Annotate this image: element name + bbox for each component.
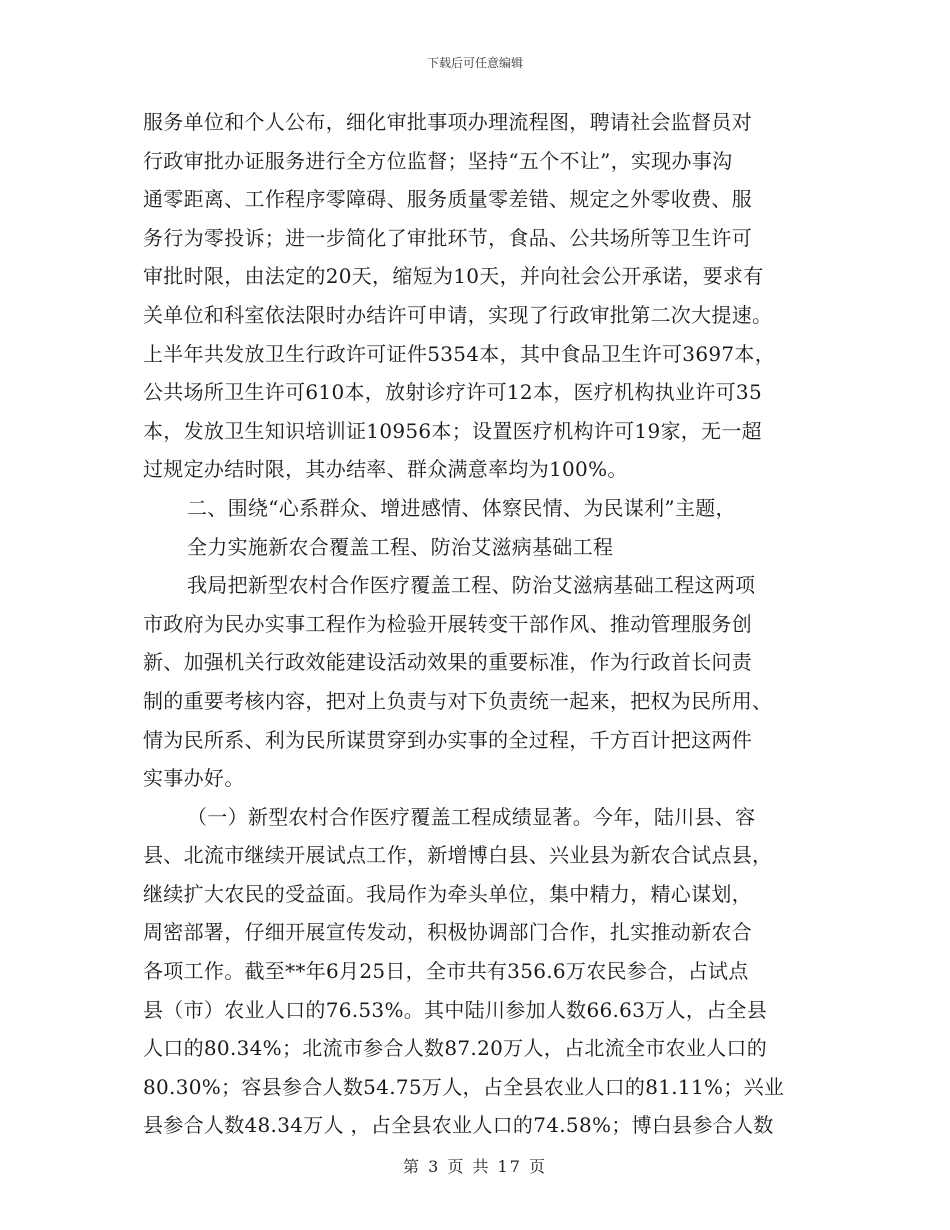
body-line: 实事办好。 (143, 766, 245, 791)
body-line: 市政府为民办实事工程作为检验开展转变干部作风、推动管理服务创 (143, 611, 752, 636)
body-line: 过规定办结时限，其办结率、群众满意率均为100%。 (143, 457, 628, 482)
page-footer: 第 3 页 共 17 页 (403, 1157, 547, 1176)
body-line: 80.30%；容县参合人数54.75万人，占全县农业人口的81.11%；兴业 (143, 1074, 785, 1099)
body-line: 县、北流市继续开展试点工作，新增博白县、兴业县为新农合试点县， (143, 843, 773, 868)
body-line: 审批时限，由法定的20天，缩短为10天，并向社会公开承诺，要求有 (143, 264, 764, 289)
body-line: 本，发放卫生知识培训证10956本；设置医疗机构许可19家，无一超 (143, 418, 762, 443)
body-line: 新、加强机关行政效能建设活动效果的重要标准，作为行政首长问责 (143, 650, 752, 675)
body-line: 继续扩大农民的受益面。我局作为牵头单位，集中精力，精心谋划， (143, 881, 752, 906)
page-header: 下载后可任意编辑 (426, 56, 523, 70)
body-line: 周密部署，仔细开展宣传发动，积极协调部门合作，扎实推动新农合 (143, 920, 752, 945)
body-line: 我局把新型农村合作医疗覆盖工程、防治艾滋病基础工程这两项 (187, 573, 756, 598)
body-line: 服务单位和个人公布，细化审批事项办理流程图，聘请社会监督员对 (143, 110, 752, 134)
body-line: 各项工作。截至**年6月25日，全市共有356.6万农民参合，占试点 (143, 959, 749, 984)
body-line: 全力实施新农合覆盖工程、防治艾滋病基础工程 (187, 534, 614, 559)
body-line: 通零距离、工作程序零障碍、服务质量零差错、规定之外零收费、服 (143, 187, 752, 212)
body-line: 上半年共发放卫生行政许可证件5354本，其中食品卫生许可3697本， (143, 341, 775, 366)
body-line: 公共场所卫生许可610本，放射诊疗许可12本，医疗机构执业许可35 (143, 380, 762, 405)
document-body (143, 103, 809, 1145)
body-line: 二、围绕“心系群众、增进感情、体察民情、为民谋利”主题， (187, 495, 736, 520)
body-line: 关单位和科室依法限时办结许可申请，实现了行政审批第二次大提速。 (143, 302, 773, 327)
body-line: 制的重要考核内容，把对上负责与对下负责统一起来，把权为民所用、 (143, 688, 773, 713)
body-line: 务行为零投诉；进一步简化了审批环节，食品、公共场所等卫生许可 (143, 225, 752, 250)
body-line: 人口的80.34%；北流市参合人数87.20万人，占北流全市农业人口的 (143, 1036, 768, 1061)
body-line: 情为民所系、利为民所谋贯穿到办实事的全过程，千方百计把这两件 (143, 727, 752, 752)
body-line: 县参合人数48.34万人 ，占全县农业人口的74.58%；博白县参合人数 (143, 1113, 774, 1138)
body-line: 县（市）农业人口的76.53%。其中陆川参加人数66.63万人，占全县 (143, 997, 768, 1022)
body-line: （一）新型农村合作医疗覆盖工程成绩显著。今年，陆川县、容 (187, 804, 756, 829)
body-line: 行政审批办证服务进行全方位监督；坚持“五个不让”，实现办事沟 (143, 148, 733, 173)
